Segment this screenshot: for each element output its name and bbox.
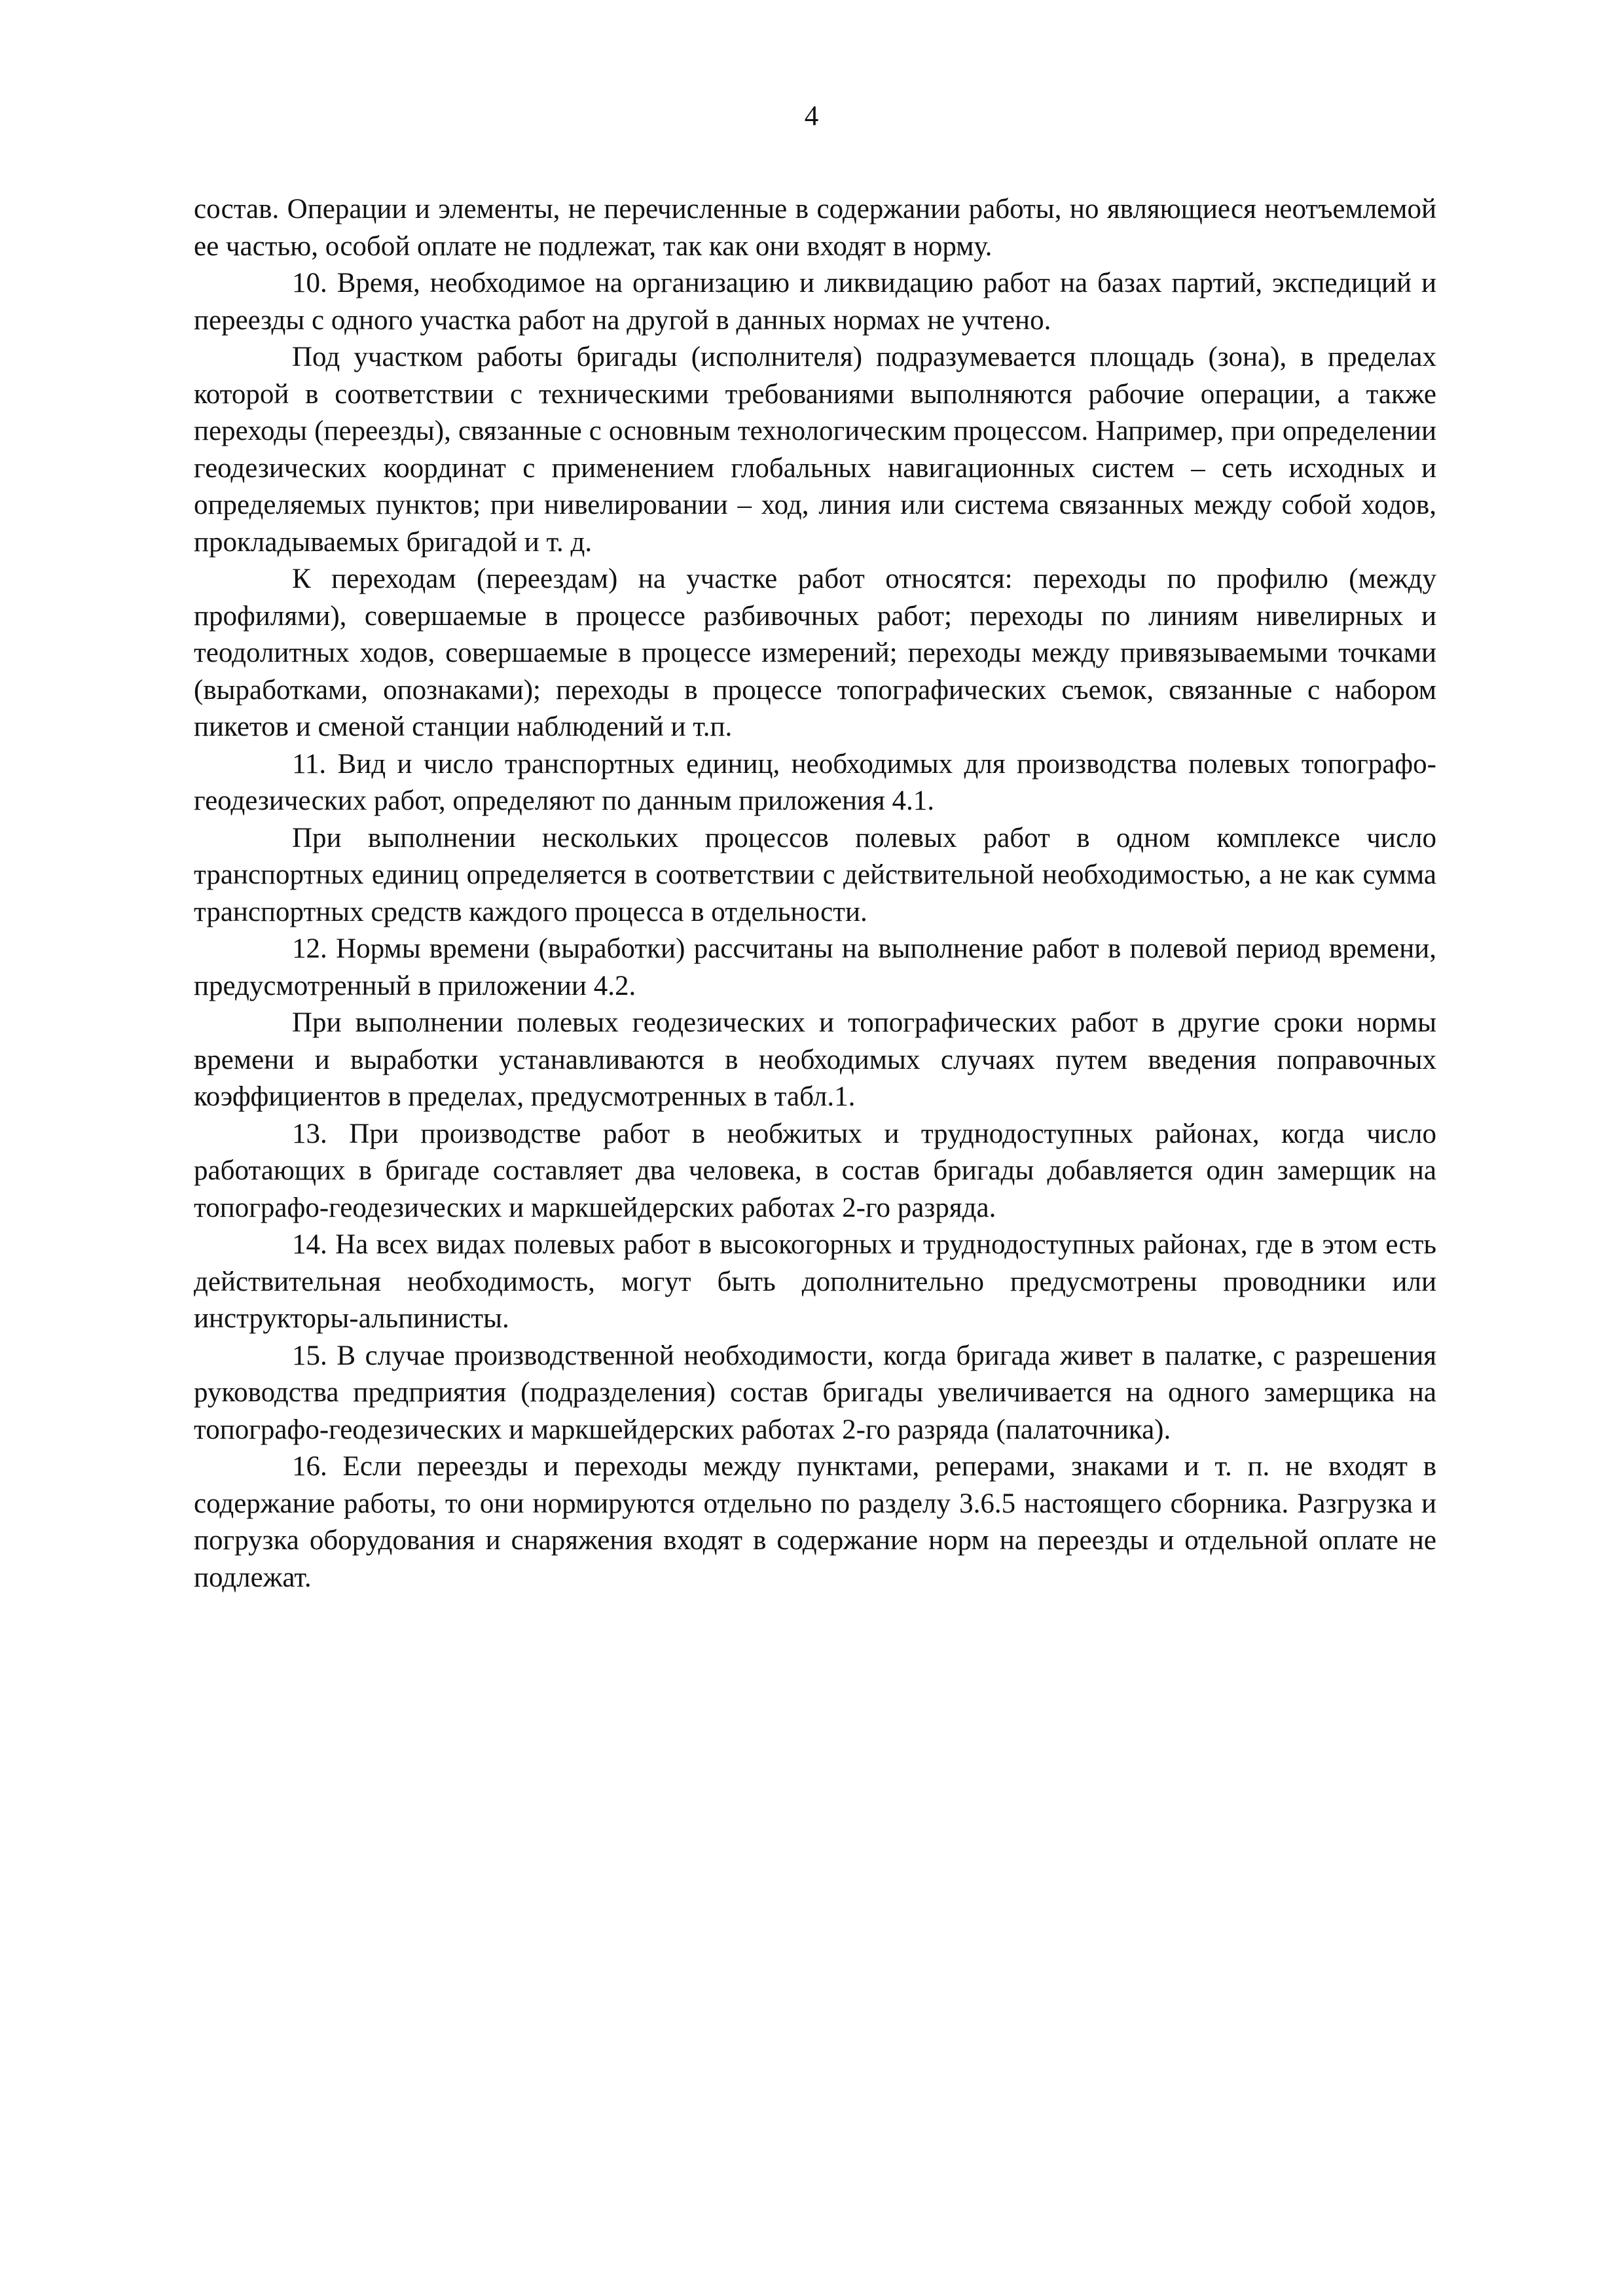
page-number: 4	[804, 101, 819, 132]
paragraph-item-11: 11. Вид и число транспортных единиц, необходимых для производства полевых топографо-геодезических работ, определяют по данным приложения 4.1.	[194, 748, 1436, 816]
paragraph-item-16: 16. Если переезды и переходы между пунктами, реперами, знаками и т. п. не входят в содержание работы, то они нормируются отдельно по разделу 3.6.5 настоящего сборника. Разгрузка и погрузка оборудования и снаряжения входят в содержание норм на переезды и отдельной оплате не подлежат.	[194, 1451, 1436, 1593]
paragraph-item-12: 12. Нормы времени (выработки) рассчитаны на выполнение работ в полевой период времени, предусмотренный в приложении 4.2.	[194, 933, 1436, 1001]
paragraph-transport-units: При выполнении нескольких процессов полевых работ в одном комплексе число транспортных единиц определяется в соответствии с действительной необходимостью, а не как сумма транспортных средств каждого процесса в отдельности.	[194, 822, 1436, 927]
paragraph-item-14: 14. На всех видах полевых работ в высокогорных и труднодоступных районах, где в этом есть действительная необходимость, могут быть дополнительно предусмотрены проводники или инструкторы-альпинисты.	[194, 1229, 1436, 1334]
paragraph-item-15: 15. В случае производственной необходимости, когда бригада живет в палатке, с разрешения руководства предприятия (подразделения) состав бригады увеличивается на одного замерщика на топографо-геодезических и маркшейдерских работах 2-го разряда (палаточника).	[194, 1340, 1436, 1445]
paragraph-item-10: 10. Время, необходимое на организацию и ликвидацию работ на базах партий, экспедиций и переезды с одного участка работ на другой в данных нормах не учтено.	[194, 268, 1436, 336]
paragraph-transitions-on-site: К переходам (переездам) на участке работ относятся: переходы по профилю (между профилями), совершаемые в процессе разбивочных работ; переходы по линиям нивелирных и теодолитных ходов, совершаемые в процессе измерений; переходы между привязываемыми точками (выработками, опознаками); переходы в процессе топографических съемок, связанные с набором пикетов и сменой станции наблюдений и т.п.	[194, 564, 1436, 742]
body-text	[194, 191, 1436, 1596]
paragraph-continuation: состав. Операции и элементы, не перечисленные в содержании работы, но являющиеся неотъемлемой ее частью, особой оплате не подлежат, так как они входят в норму.	[194, 194, 1436, 262]
paragraph-correction-coefficients: При выполнении полевых геодезических и топографических работ в другие сроки нормы времени и выработки устанавливаются в необходимых случаях путем введения поправочных коэффициентов в пределах, предусмотренных в табл.1.	[194, 1007, 1436, 1112]
paragraph-item-13: 13. При производстве работ в необжитых и труднодоступных районах, когда число работающих в бригаде составляет два человека, в состав бригады добавляется один замерщик на топографо-геодезических и маркшейдерских работах 2-го разряда.	[194, 1118, 1436, 1223]
paragraph-work-area-definition: Под участком работы бригады (исполнителя) подразумевается площадь (зона), в пределах которой в соответствии с техническими требованиями выполняются рабочие операции, а также переходы (переезды), связанные с основным технологическим процессом. Например, при определении геодезических координат с применением глобальных навигационных систем – сеть исходных и определяемых пунктов; при нивелировании – ход, линия или система связанных между собой ходов, прокладываемых бригадой и т. д.	[194, 342, 1436, 558]
